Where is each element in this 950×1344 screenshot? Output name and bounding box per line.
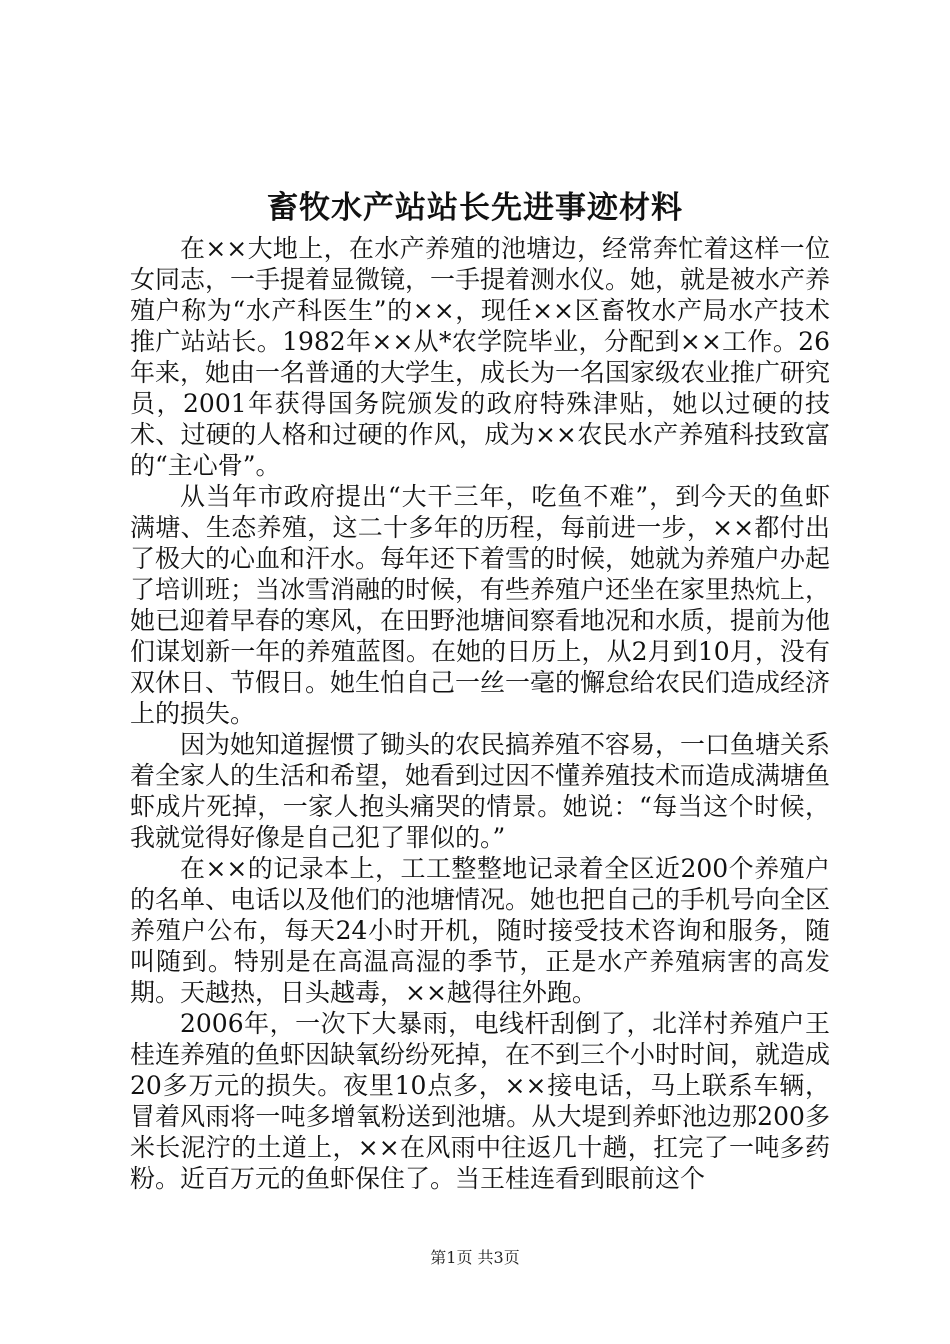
- paragraph-1: 在××大地上，在水产养殖的池塘边，经常奔忙着这样一位女同志，一手提着显微镜，一手提着测水仪。她，就是被水产养殖户称为“水产科医生”的××，现任××区畜牧水产局水产技术推广站站长。1982年××从*农学院毕业，分配到××工作。26年来，她由一名普通的大学生，成长为一名国家级农业推广研究员，2001年获得国务院颁发的政府特殊津贴，她以过硬的技术、过硬的人格和过硬的作风，成为××农民水产养殖科技致富的“主心骨”。: [130, 234, 831, 480]
- paragraph-3: 因为她知道握惯了锄头的农民搞养殖不容易，一口鱼塘关系着全家人的生活和希望，她看到过因不懂养殖技术而造成满塘鱼虾成片死掉，一家人抱头痛哭的情景。她说：“每当这个时候，我就觉得好像是自己犯了罪似的。”: [130, 730, 831, 852]
- document-title: 畜牧水产站站长先进事迹材料: [267, 190, 683, 226]
- paragraph-4: 在××的记录本上，工工整整地记录着全区近200个养殖户的名单、电话以及他们的池塘情况。她也把自己的手机号向全区养殖户公布，每天24小时开机，随时接受技术咨询和服务，随叫随到。特别是在高温高湿的季节，正是水产养殖病害的高发期。天越热，日头越毒，××越得往外跑。: [130, 854, 831, 1007]
- paragraph-5: 2006年，一次下大暴雨，电线杆刮倒了，北洋村养殖户王桂连养殖的鱼虾因缺氧纷纷死掉，在不到三个小时时间，就造成20多万元的损失。夜里10点多，××接电话，马上联系车辆，冒着风雨将一吨多增氧粉送到池塘。从大堤到养虾池边那200多米长泥泞的土道上，××在风雨中往返几十趟，扛完了一吨多药粉。近百万元的鱼虾保住了。当王桂连看到眼前这个: [130, 1009, 831, 1193]
- paragraph-2: 从当年市政府提出“大干三年，吃鱼不难”，到今天的鱼虾满塘、生态养殖，这二十多年的历程，每前进一步，××都付出了极大的心血和汗水。每年还下着雪的时候，她就为养殖户办起了培训班；当冰雪消融的时候，有些养殖户还坐在家里热炕上，她已迎着早春的寒风，在田野池塘间察看地况和水质，提前为他们谋划新一年的养殖蓝图。在她的日历上，从2月到10月，没有双休日、节假日。她生怕自己一丝一毫的懈怠给农民们造成经济上的损失。: [130, 482, 831, 728]
- document-body: [130, 233, 830, 1194]
- page-footer: 第1页 共3页: [430, 1248, 520, 1267]
